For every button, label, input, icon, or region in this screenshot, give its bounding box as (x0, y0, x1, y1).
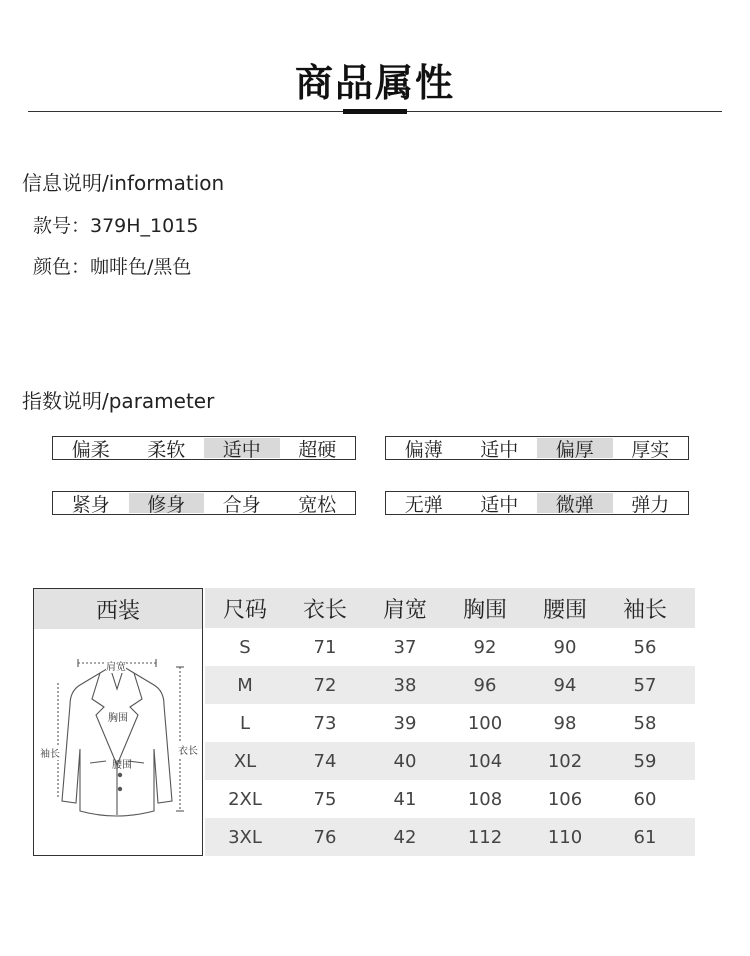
table-cell: 41 (393, 788, 417, 810)
fit-option-selected: 修身 (129, 493, 205, 513)
info-heading: 信息说明/information (22, 171, 225, 195)
table-cell: XL (233, 750, 257, 772)
table-cell: 56 (633, 636, 657, 658)
table-cell: 71 (313, 636, 337, 658)
fit-option: 宽松 (298, 493, 337, 516)
waist-label: 腰围 (112, 760, 132, 771)
table-cell: 59 (633, 750, 657, 772)
table-cell: 110 (547, 826, 583, 848)
table-cell: M (237, 674, 253, 696)
length-label: 衣长 (178, 742, 198, 757)
table-cell: 104 (467, 750, 503, 772)
table-cell: S (239, 636, 251, 658)
column-header: 袖长 (622, 597, 667, 623)
page-title: 商品属性 (294, 61, 455, 105)
table-cell: 3XL (228, 826, 262, 848)
table-cell: 102 (547, 750, 583, 772)
table-cell: 100 (467, 712, 503, 734)
table-row (205, 628, 695, 666)
table-cell: 42 (393, 826, 417, 848)
table-cell: 74 (313, 750, 337, 772)
table-cell: 90 (553, 636, 577, 658)
table-cell: 96 (473, 674, 497, 696)
elasticity-option: 弹力 (631, 493, 670, 516)
table-cell: 40 (393, 750, 417, 772)
title-divider-accent (343, 109, 407, 114)
table-cell: 106 (547, 788, 583, 810)
softness-option: 柔软 (147, 438, 186, 461)
column-header: 胸围 (462, 597, 507, 623)
table-cell: 2XL (228, 788, 262, 810)
table-cell: 112 (467, 826, 503, 848)
garment-diagram (33, 588, 203, 856)
sleeve-label: 袖长 (40, 745, 60, 760)
table-row (205, 742, 695, 780)
table-cell: L (239, 712, 251, 734)
chest-label: 胸围 (108, 713, 128, 724)
fit-option: 紧身 (71, 493, 110, 516)
elasticity-option: 适中 (480, 493, 519, 516)
table-cell: 92 (473, 636, 497, 658)
softness-option: 超硬 (298, 438, 337, 461)
style-number: 款号：379H_1015 (33, 215, 199, 237)
column-header: 肩宽 (382, 597, 427, 623)
table-cell: 58 (633, 712, 657, 734)
table-cell: 72 (313, 674, 337, 696)
elasticity-option-selected: 微弹 (537, 493, 613, 513)
thickness-option: 厚实 (631, 438, 670, 461)
table-row (205, 704, 695, 742)
color-info: 颜色：咖啡色/黑色 (33, 256, 192, 278)
table-cell: 73 (313, 712, 337, 734)
softness-option-selected: 适中 (204, 438, 280, 458)
fit-option: 合身 (222, 493, 261, 516)
column-header: 腰围 (542, 597, 587, 623)
table-cell: 60 (633, 788, 657, 810)
table-row (205, 780, 695, 818)
table-cell: 61 (633, 826, 657, 848)
thickness-option: 偏薄 (404, 438, 443, 461)
table-cell: 75 (313, 788, 337, 810)
elasticity-scale (385, 491, 689, 515)
garment-name: 西装 (34, 589, 202, 629)
table-cell: 98 (553, 712, 577, 734)
table-cell: 38 (393, 674, 417, 696)
table-cell: 76 (313, 826, 337, 848)
parameter-heading: 指数说明/parameter (22, 389, 215, 413)
table-cell: 57 (633, 674, 657, 696)
thickness-option-selected: 偏厚 (537, 438, 613, 458)
softness-scale (52, 436, 356, 460)
column-header: 衣长 (302, 597, 347, 623)
fit-scale (52, 491, 356, 515)
elasticity-option: 无弹 (404, 493, 443, 516)
thickness-scale (385, 436, 689, 460)
table-header-row (205, 588, 695, 628)
table-cell: 108 (467, 788, 503, 810)
table-cell: 94 (553, 674, 577, 696)
size-table (205, 588, 695, 856)
table-cell: 37 (393, 636, 417, 658)
softness-option: 偏柔 (71, 438, 110, 461)
table-row (205, 818, 695, 856)
table-cell: 39 (393, 712, 417, 734)
shoulder-label: 肩宽 (106, 658, 126, 673)
thickness-option: 适中 (480, 438, 519, 461)
column-header: 尺码 (222, 597, 267, 623)
table-row (205, 666, 695, 704)
